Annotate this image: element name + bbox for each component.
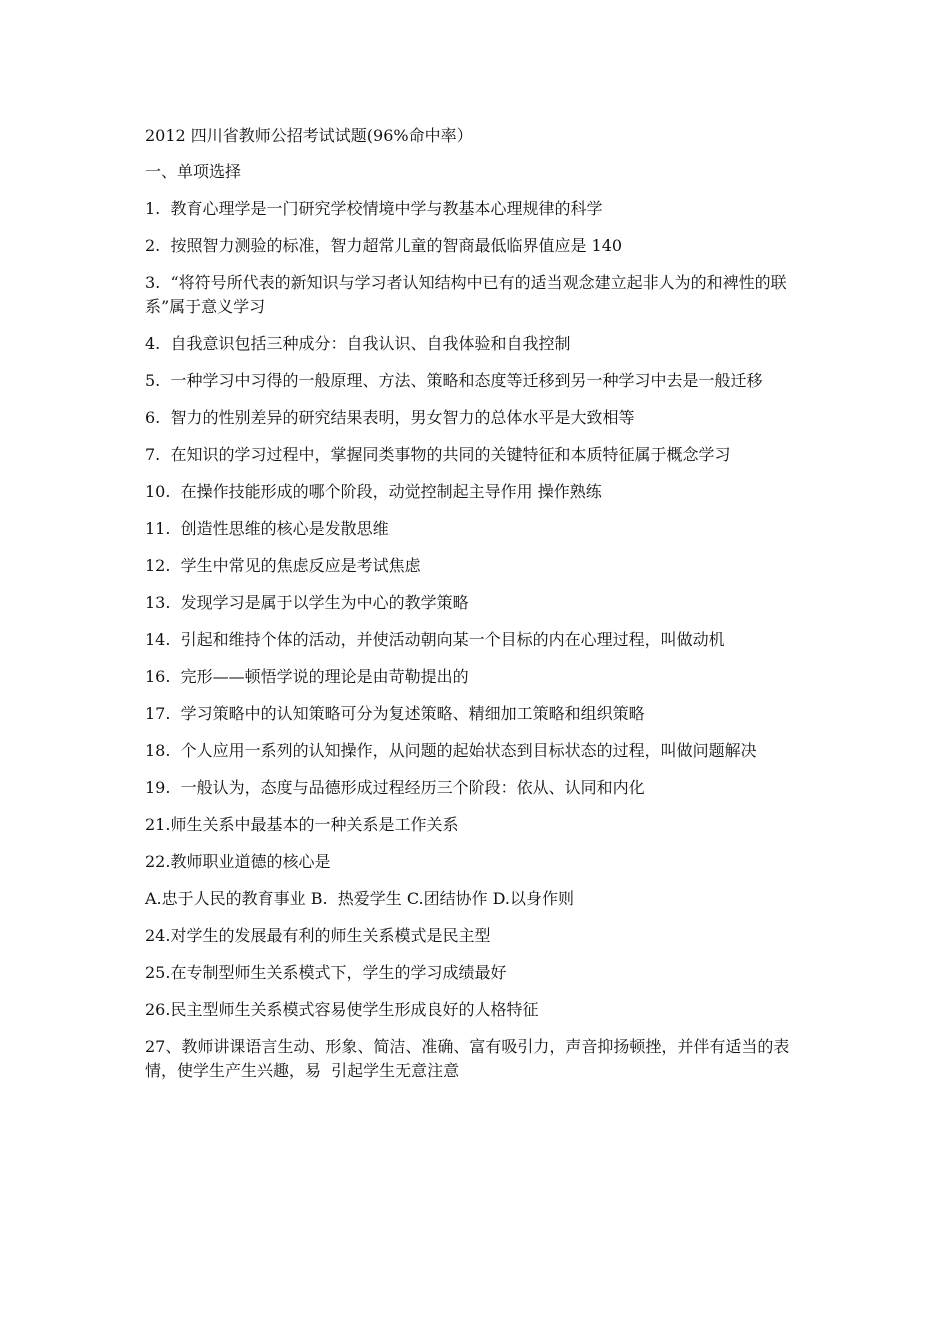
answer-options: A.忠于人民的教育事业 B. 热爱学生 C.团结协作 D.以身作则 — [145, 889, 575, 908]
question-item: 25.在专制型师生关系模式下，学生的学习成绩最好 — [145, 963, 507, 982]
document-title: 2012 四川省教师公招考试试题(96%命中率） — [145, 126, 473, 145]
question-item: 26.民主型师生关系模式容易使学生形成良好的人格特征 — [145, 1000, 539, 1019]
question-item: 6. 智力的性别差异的研究结果表明，男女智力的总体水平是大致相等 — [145, 408, 635, 427]
question-item: 13. 发现学习是属于以学生为中心的教学策略 — [145, 593, 469, 612]
question-item: 14. 引起和维持个体的活动，并使活动朝向某一个目标的内在心理过程，叫做动机 — [145, 630, 725, 649]
question-item: 2. 按照智力测验的标准，智力超常儿童的智商最低临界值应是 140 — [145, 236, 623, 255]
question-item: 4. 自我意识包括三种成分：自我认识、自我体验和自我控制 — [145, 334, 571, 353]
question-item: 17. 学习策略中的认知策略可分为复述策略、精细加工策略和组织策略 — [145, 704, 645, 723]
question-item: 10. 在操作技能形成的哪个阶段，动觉控制起主导作用 操作熟练 — [145, 482, 602, 501]
question-item: 27、教师讲课语言生动、形象、简洁、准确、富有吸引力，声音抑扬顿挫，并伴有适当的表情，使学生产生兴趣，易 引起学生无意注意 — [145, 1037, 790, 1080]
question-item: 1. 教育心理学是一门研究学校情境中学与教基本心理规律的科学 — [145, 199, 603, 218]
question-item: 5. 一种学习中习得的一般原理、方法、策略和态度等迁移到另一种学习中去是一般迁移 — [145, 371, 763, 390]
document-body — [145, 124, 815, 1096]
question-item: 3. “将符号所代表的新知识与学习者认知结构中已有的适当观念建立起非人为的和裨性的联系”属于意义学习 — [145, 273, 787, 316]
section-heading: 一、单项选择 — [145, 162, 242, 181]
question-item: 19. 一般认为，态度与品德形成过程经历三个阶段：依从、认同和内化 — [145, 778, 645, 797]
question-item: 18. 个人应用一系列的认知操作，从问题的起始状态到目标状态的过程，叫做问题解决 — [145, 741, 757, 760]
question-item: 12. 学生中常见的焦虑反应是考试焦虑 — [145, 556, 421, 575]
question-item: 16. 完形——顿悟学说的理论是由苛勒提出的 — [145, 667, 469, 686]
question-item: 24.对学生的发展最有利的师生关系模式是民主型 — [145, 926, 491, 945]
question-item: 21.师生关系中最基本的一种关系是工作关系 — [145, 815, 459, 834]
question-item: 11. 创造性思维的核心是发散思维 — [145, 519, 389, 538]
question-item: 22.教师职业道德的核心是 — [145, 852, 331, 871]
question-item: 7. 在知识的学习过程中，掌握同类事物的共同的关键特征和本质特征属于概念学习 — [145, 445, 731, 464]
